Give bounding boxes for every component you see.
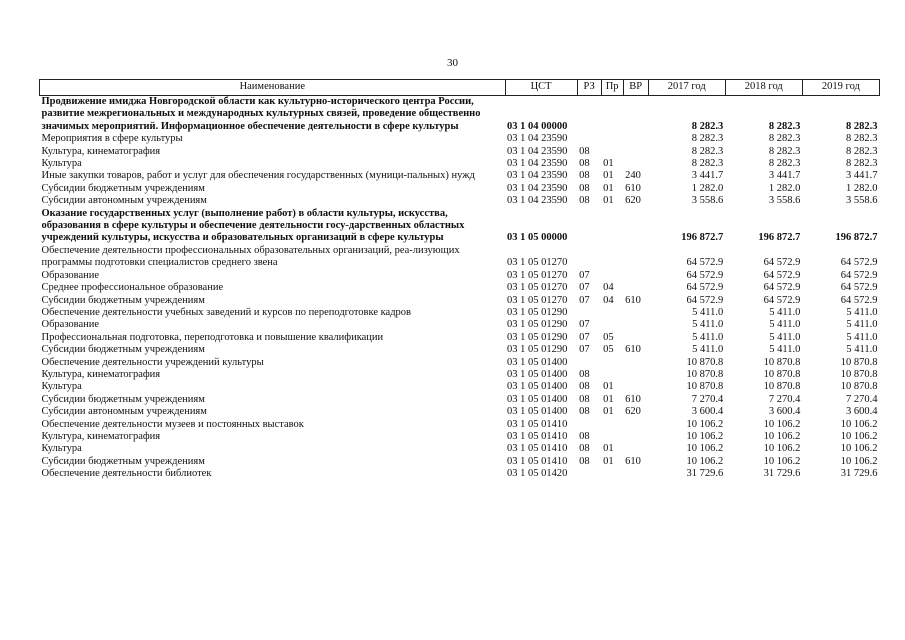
cell-2018: 3 558.6 xyxy=(768,195,801,207)
cell-pr: 01 xyxy=(603,170,614,182)
cell-2018: 10 870.8 xyxy=(763,356,801,368)
cell-2019: 10 106.2 xyxy=(840,455,878,467)
cell-2017: 10 870.8 xyxy=(686,381,724,393)
cell-2018: 10 106.2 xyxy=(763,430,801,442)
cell-name: Обеспечение деятельности учреждений культуры xyxy=(41,356,264,368)
cell-2019: 196 872.7 xyxy=(835,232,878,244)
cell-2017: 10 106.2 xyxy=(686,418,724,430)
cell-pr xyxy=(601,133,623,145)
cell-vr: 620 xyxy=(625,406,641,418)
cell-cst: 03 1 05 01400 xyxy=(507,381,568,393)
cell-2019: 31 729.6 xyxy=(840,468,878,480)
cell-2017: 7 270.4 xyxy=(691,393,724,405)
cell-cst: 03 1 05 01410 xyxy=(507,455,568,467)
cell-name: Субсидии автономным учреждениям xyxy=(41,195,207,207)
cell-cst: 03 1 05 01270 xyxy=(507,269,568,281)
cell-rz: 08 xyxy=(579,145,590,157)
table-row xyxy=(40,419,880,431)
cell-pr: 01 xyxy=(603,406,614,418)
table-row xyxy=(40,158,880,170)
table-header xyxy=(40,80,880,96)
cell-rz: 07 xyxy=(579,269,590,281)
cell-pr xyxy=(601,357,623,369)
cell-2019: 5 411.0 xyxy=(846,319,878,331)
cell-2019: 8 282.3 xyxy=(846,158,878,170)
cell-2018: 7 270.4 xyxy=(768,393,801,405)
cell-rz xyxy=(577,307,601,319)
cell-name: Культура xyxy=(41,158,82,170)
cell-2019: 64 572.9 xyxy=(840,294,878,306)
cell-2017: 10 106.2 xyxy=(686,430,724,442)
cell-pr xyxy=(601,369,623,381)
cell-pr: 01 xyxy=(603,443,614,455)
cell-2018: 10 106.2 xyxy=(763,443,801,455)
cell-2017: 3 600.4 xyxy=(691,406,724,418)
cell-pr: 05 xyxy=(603,344,614,356)
cell-cst: 03 1 04 23590 xyxy=(507,145,568,157)
cell-2017: 5 411.0 xyxy=(692,306,724,318)
cell-name: Иные закупки товаров, работ и услуг для обеспечения государственных (муници-пальных) нужд xyxy=(41,170,475,182)
cell-name: Среднее профессиональное образование xyxy=(41,282,224,294)
cell-cst: 03 1 05 01400 xyxy=(507,406,568,418)
cell-rz: 08 xyxy=(579,393,590,405)
cell-pr xyxy=(601,245,623,270)
budget-table xyxy=(39,79,880,481)
cell-pr: 05 xyxy=(603,331,614,343)
cell-rz: 08 xyxy=(579,406,590,418)
cell-name: Культура, кинематография xyxy=(41,368,161,380)
table-row xyxy=(40,357,880,369)
cell-2018: 64 572.9 xyxy=(763,294,801,306)
cell-2017: 3 441.7 xyxy=(691,170,724,182)
cell-rz xyxy=(577,133,601,145)
cell-vr: 610 xyxy=(625,294,641,306)
cell-cst: 03 1 04 23590 xyxy=(507,182,568,194)
table-row xyxy=(40,307,880,319)
cell-2018: 1 282.0 xyxy=(768,182,801,194)
table-row xyxy=(40,183,880,195)
cell-vr xyxy=(623,332,648,344)
cell-cst: 03 1 05 01270 xyxy=(507,257,568,269)
cell-name: Субсидии бюджетным учреждениям xyxy=(41,182,205,194)
cell-rz xyxy=(577,208,601,245)
cell-2019: 5 411.0 xyxy=(846,306,878,318)
cell-2019: 7 270.4 xyxy=(846,393,878,405)
table-row xyxy=(40,170,880,182)
cell-2019: 3 558.6 xyxy=(846,195,878,207)
cell-pr: 01 xyxy=(603,195,614,207)
header-row xyxy=(40,80,880,96)
cell-2019: 64 572.9 xyxy=(840,282,878,294)
cell-2017: 1 282.0 xyxy=(691,182,724,194)
cell-rz: 08 xyxy=(579,368,590,380)
cell-2019: 8 282.3 xyxy=(846,133,878,145)
cell-2018: 8 282.3 xyxy=(768,158,801,170)
cell-2017: 5 411.0 xyxy=(692,331,724,343)
cell-cst: 03 1 04 23590 xyxy=(507,158,568,170)
cell-2017: 8 282.3 xyxy=(691,133,724,145)
cell-pr xyxy=(601,96,623,134)
cell-rz xyxy=(577,468,601,480)
cell-vr xyxy=(623,245,648,270)
cell-cst: 03 1 04 23590 xyxy=(507,170,568,182)
cell-2018: 8 282.3 xyxy=(768,133,801,145)
cell-vr xyxy=(623,319,648,331)
cell-2019: 64 572.9 xyxy=(840,257,878,269)
cell-name: Культура, кинематография xyxy=(41,145,161,157)
cell-cst: 03 1 05 00000 xyxy=(507,232,568,244)
cell-2017: 8 282.3 xyxy=(691,120,724,132)
cell-pr: 01 xyxy=(603,393,614,405)
table-row xyxy=(40,270,880,282)
table-row xyxy=(40,295,880,307)
cell-2018: 5 411.0 xyxy=(769,306,801,318)
table-row xyxy=(40,319,880,331)
table-row xyxy=(40,456,880,468)
cell-2018: 64 572.9 xyxy=(763,257,801,269)
cell-cst: 03 1 05 01290 xyxy=(507,344,568,356)
cell-cst: 03 1 05 01270 xyxy=(507,294,568,306)
cell-vr xyxy=(623,419,648,431)
cell-cst: 03 1 05 01290 xyxy=(507,331,568,343)
cell-2019: 3 441.7 xyxy=(846,170,878,182)
cell-2018: 8 282.3 xyxy=(768,145,801,157)
cell-cst: 03 1 04 23590 xyxy=(507,133,568,145)
cell-2017: 10 870.8 xyxy=(686,368,724,380)
cell-rz: 08 xyxy=(579,158,590,170)
cell-pr: 04 xyxy=(603,282,614,294)
table-row xyxy=(40,332,880,344)
cell-vr xyxy=(623,381,648,393)
cell-2018: 3 600.4 xyxy=(768,406,801,418)
cell-2018: 3 441.7 xyxy=(768,170,801,182)
cell-vr xyxy=(623,431,648,443)
cell-rz xyxy=(577,245,601,270)
cell-rz: 07 xyxy=(579,294,590,306)
cell-2017: 8 282.3 xyxy=(691,158,724,170)
cell-2019: 5 411.0 xyxy=(846,331,878,343)
table-row xyxy=(40,344,880,356)
cell-rz: 08 xyxy=(579,195,590,207)
cell-vr: 240 xyxy=(625,170,641,182)
cell-2018: 10 870.8 xyxy=(763,368,801,380)
cell-2017: 8 282.3 xyxy=(691,145,724,157)
cell-2018: 64 572.9 xyxy=(763,282,801,294)
cell-pr xyxy=(601,208,623,245)
cell-cst: 03 1 05 01410 xyxy=(507,430,568,442)
cell-pr: 04 xyxy=(603,294,614,306)
cell-name: Субсидии бюджетным учреждениям xyxy=(41,294,205,306)
cell-pr xyxy=(601,319,623,331)
cell-name: Субсидии бюджетным учреждениям xyxy=(41,344,205,356)
cell-2018: 5 411.0 xyxy=(769,344,801,356)
cell-vr xyxy=(623,369,648,381)
cell-pr: 01 xyxy=(603,158,614,170)
cell-cst: 03 1 05 01400 xyxy=(507,393,568,405)
cell-cst: 03 1 05 01410 xyxy=(507,418,568,430)
cell-name: Культура, кинематография xyxy=(41,430,161,442)
cell-vr: 610 xyxy=(625,182,641,194)
cell-rz: 07 xyxy=(579,331,590,343)
cell-2019: 10 106.2 xyxy=(840,430,878,442)
cell-rz: 07 xyxy=(579,344,590,356)
cell-pr xyxy=(601,431,623,443)
table-row xyxy=(40,443,880,455)
cell-vr: 620 xyxy=(625,195,641,207)
cell-cst: 03 1 04 00000 xyxy=(507,120,568,132)
cell-2019: 64 572.9 xyxy=(840,269,878,281)
cell-vr xyxy=(623,133,648,145)
table-row xyxy=(40,394,880,406)
cell-2019: 10 106.2 xyxy=(840,443,878,455)
cell-name: Образование xyxy=(41,319,100,331)
cell-name: Обеспечение деятельности профессиональных образовательных организаций, реа-лизующих программы подготовки специалистов среднего звена xyxy=(41,244,460,269)
cell-2017: 10 106.2 xyxy=(686,443,724,455)
cell-cst: 03 1 05 01420 xyxy=(507,468,568,480)
cell-2019: 10 870.8 xyxy=(840,381,878,393)
table-row xyxy=(40,133,880,145)
cell-rz: 08 xyxy=(579,381,590,393)
cell-2019: 8 282.3 xyxy=(846,145,878,157)
cell-2018: 5 411.0 xyxy=(769,331,801,343)
cell-cst: 03 1 05 01290 xyxy=(507,306,568,318)
cell-2019: 5 411.0 xyxy=(846,344,878,356)
cell-name: Образование xyxy=(41,269,100,281)
table-row xyxy=(40,406,880,418)
table-row xyxy=(40,208,880,245)
header-cst: ЦСТ xyxy=(505,80,577,96)
cell-2019: 1 282.0 xyxy=(846,182,878,194)
cell-2017: 5 411.0 xyxy=(692,344,724,356)
cell-vr: 610 xyxy=(625,344,641,356)
cell-2019: 8 282.3 xyxy=(846,120,878,132)
cell-pr: 01 xyxy=(603,182,614,194)
table-row xyxy=(40,195,880,207)
cell-2017: 31 729.6 xyxy=(686,468,724,480)
table-row xyxy=(40,245,880,270)
cell-2017: 5 411.0 xyxy=(692,319,724,331)
cell-name: Субсидии бюджетным учреждениям xyxy=(41,393,205,405)
cell-2018: 5 411.0 xyxy=(769,319,801,331)
cell-rz xyxy=(577,419,601,431)
cell-name: Субсидии бюджетным учреждениям xyxy=(41,455,205,467)
cell-pr: 01 xyxy=(603,381,614,393)
cell-2019: 10 870.8 xyxy=(840,356,878,368)
table-body xyxy=(40,96,880,481)
cell-cst: 03 1 05 01270 xyxy=(507,282,568,294)
table-row xyxy=(40,282,880,294)
cell-2018: 10 106.2 xyxy=(763,418,801,430)
cell-name: Продвижение имиджа Новгородской области как культурно-исторического центра России, развитие межрегиональных и международных культурных связей, проведение общественно значимых мероприятий. Информационное обеспечение деятельности в сфере культуры xyxy=(41,96,481,132)
cell-2017: 64 572.9 xyxy=(686,282,724,294)
cell-pr xyxy=(601,468,623,480)
cell-rz: 08 xyxy=(579,182,590,194)
cell-cst: 03 1 05 01290 xyxy=(507,319,568,331)
cell-cst: 03 1 05 01400 xyxy=(507,356,568,368)
cell-2017: 64 572.9 xyxy=(686,257,724,269)
table-row xyxy=(40,468,880,480)
cell-pr xyxy=(601,146,623,158)
cell-rz: 08 xyxy=(579,430,590,442)
cell-vr xyxy=(623,146,648,158)
cell-vr xyxy=(623,208,648,245)
cell-rz: 08 xyxy=(579,443,590,455)
cell-name: Обеспечение деятельности учебных заведений и курсов по переподготовке кадров xyxy=(41,306,412,318)
cell-name: Мероприятия в сфере культуры xyxy=(41,133,183,145)
cell-pr xyxy=(601,307,623,319)
cell-2017: 196 872.7 xyxy=(681,232,724,244)
cell-2018: 64 572.9 xyxy=(763,269,801,281)
table-row xyxy=(40,369,880,381)
cell-vr xyxy=(623,96,648,134)
cell-name: Профессиональная подготовка, переподготовка и повышение квалификации xyxy=(41,331,384,343)
cell-2019: 10 106.2 xyxy=(840,418,878,430)
cell-vr xyxy=(623,357,648,369)
cell-cst: 03 1 04 23590 xyxy=(507,195,568,207)
cell-2018: 8 282.3 xyxy=(768,120,801,132)
cell-rz: 08 xyxy=(579,455,590,467)
cell-2019: 3 600.4 xyxy=(846,406,878,418)
cell-2017: 3 558.6 xyxy=(691,195,724,207)
cell-pr xyxy=(601,419,623,431)
cell-vr xyxy=(623,282,648,294)
cell-name: Обеспечение деятельности музеев и постоянных выставок xyxy=(41,418,304,430)
cell-2017: 10 870.8 xyxy=(686,356,724,368)
cell-name: Культура xyxy=(41,381,82,393)
cell-2017: 10 106.2 xyxy=(686,455,724,467)
table-row xyxy=(40,381,880,393)
header-vr: ВР xyxy=(623,80,648,96)
cell-2018: 10 870.8 xyxy=(763,381,801,393)
table-row xyxy=(40,146,880,158)
cell-vr xyxy=(623,307,648,319)
page-number: 30 xyxy=(447,57,458,69)
cell-pr xyxy=(601,270,623,282)
header-2017: 2017 год xyxy=(648,80,725,96)
cell-pr: 01 xyxy=(603,455,614,467)
cell-rz xyxy=(577,96,601,134)
cell-vr xyxy=(623,158,648,170)
cell-cst: 03 1 05 01400 xyxy=(507,368,568,380)
cell-vr: 610 xyxy=(625,455,641,467)
header-pr: Пр xyxy=(601,80,623,96)
cell-name: Культура xyxy=(41,443,82,455)
cell-2018: 196 872.7 xyxy=(758,232,801,244)
cell-rz: 07 xyxy=(579,319,590,331)
cell-cst: 03 1 05 01410 xyxy=(507,443,568,455)
cell-name: Субсидии автономным учреждениям xyxy=(41,406,207,418)
cell-vr: 610 xyxy=(625,393,641,405)
cell-2017: 64 572.9 xyxy=(686,294,724,306)
cell-2018: 10 106.2 xyxy=(763,455,801,467)
header-2019: 2019 год xyxy=(802,80,879,96)
header-rz: РЗ xyxy=(577,80,601,96)
header-name: Наименование xyxy=(40,80,506,96)
cell-2018: 31 729.6 xyxy=(763,468,801,480)
header-2018: 2018 год xyxy=(725,80,802,96)
table-row xyxy=(40,96,880,134)
cell-2017: 64 572.9 xyxy=(686,269,724,281)
cell-rz: 07 xyxy=(579,282,590,294)
cell-name: Обеспечение деятельности библиотек xyxy=(41,468,212,480)
cell-vr xyxy=(623,270,648,282)
table-row xyxy=(40,431,880,443)
cell-rz: 08 xyxy=(579,170,590,182)
cell-name: Оказание государственных услуг (выполнение работ) в области культуры, искусства, образования в сфере культуры и обеспечение деятельности госу-дарственных областных учреждений культуры, искусства и образовательных организаций в сфере культуры xyxy=(41,207,465,244)
cell-rz xyxy=(577,357,601,369)
cell-vr xyxy=(623,468,648,480)
cell-vr xyxy=(623,443,648,455)
cell-2019: 10 870.8 xyxy=(840,368,878,380)
